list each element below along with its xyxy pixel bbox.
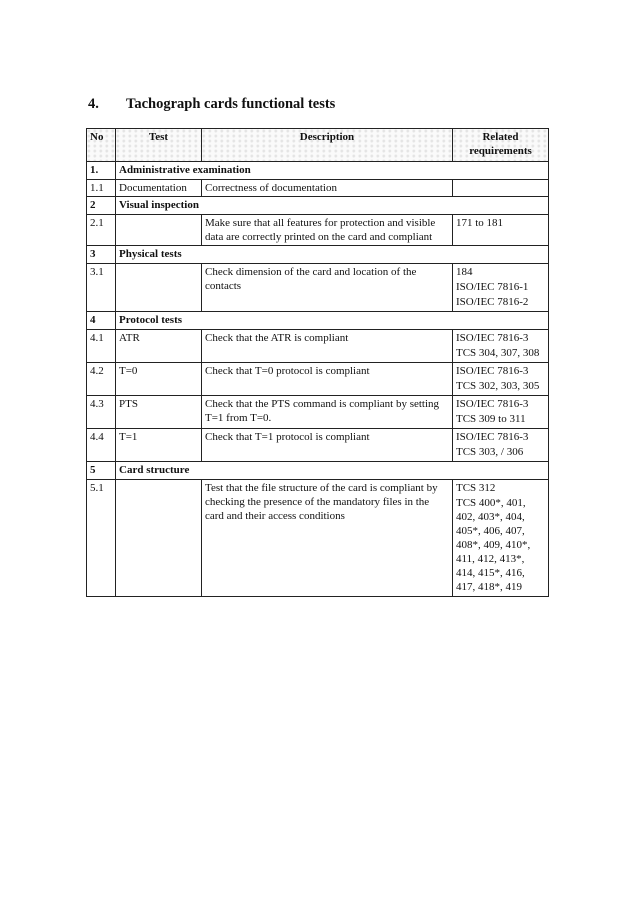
section-number: 3 — [87, 246, 116, 264]
header-no: No — [87, 129, 116, 162]
section-row — [87, 246, 549, 264]
table-row — [87, 215, 549, 246]
cell-requirements — [453, 396, 549, 429]
table-row — [87, 363, 549, 396]
section-title: Physical tests — [116, 246, 549, 264]
cell-requirements — [453, 180, 549, 197]
table-row — [87, 429, 549, 462]
requirement-line: ISO/IEC 7816-2 — [456, 296, 529, 308]
cell-requirements — [453, 330, 549, 363]
section-row — [87, 162, 549, 180]
cell-test: ATR — [116, 330, 202, 363]
section-number: 1. — [87, 162, 116, 180]
table-header-row — [87, 129, 549, 162]
table-row — [87, 330, 549, 363]
header-requirements: Related requirements — [453, 129, 549, 162]
cell-requirements — [453, 429, 549, 462]
cell-description: Make sure that all features for protection and visible data are correctly printed on the card and compliant — [202, 215, 453, 246]
section-number: 5 — [87, 462, 116, 480]
section-heading — [88, 96, 335, 113]
cell-requirements — [453, 363, 549, 396]
cell-description: Check that T=0 protocol is compliant — [202, 363, 453, 396]
cell-no: 2.1 — [87, 215, 116, 246]
section-row — [87, 462, 549, 480]
requirement-line: 171 to 181 — [456, 217, 504, 229]
table-body — [87, 162, 549, 597]
requirement-line: TCS 312 — [456, 482, 496, 494]
cell-no: 1.1 — [87, 180, 116, 197]
cell-no: 4.4 — [87, 429, 116, 462]
section-number: 4 — [87, 312, 116, 330]
section-row — [87, 312, 549, 330]
cell-description: Check dimension of the card and location of the contacts — [202, 264, 453, 312]
cell-no: 3.1 — [87, 264, 116, 312]
cell-description: Check that the PTS command is compliant by setting T=1 from T=0. — [202, 396, 453, 429]
requirement-line: TCS 304, 307, 308 — [456, 347, 540, 359]
cell-description: Correctness of documentation — [202, 180, 453, 197]
table-row — [87, 396, 549, 429]
cell-test — [116, 264, 202, 312]
cell-test: Documentation — [116, 180, 202, 197]
requirement-line: TCS 303, / 306 — [456, 446, 524, 458]
cell-description: Check that T=1 protocol is compliant — [202, 429, 453, 462]
cell-description: Test that the file structure of the card is compliant by checking the presence of the mandatory files in the card and their access conditions — [202, 480, 453, 597]
cell-test — [116, 215, 202, 246]
section-row — [87, 197, 549, 215]
cell-no: 5.1 — [87, 480, 116, 597]
cell-no: 4.2 — [87, 363, 116, 396]
requirement-line: TCS 309 to 311 — [456, 413, 526, 425]
requirement-line: ISO/IEC 7816-1 — [456, 281, 529, 293]
cell-test — [116, 480, 202, 597]
requirement-line: ISO/IEC 7816-3 — [456, 398, 529, 410]
cell-no: 4.1 — [87, 330, 116, 363]
cell-test: T=1 — [116, 429, 202, 462]
cell-test: PTS — [116, 396, 202, 429]
section-title: Administrative examination — [116, 162, 549, 180]
table-row — [87, 180, 549, 197]
header-test: Test — [116, 129, 202, 162]
requirement-line: ISO/IEC 7816-3 — [456, 431, 529, 443]
requirement-line: 184 — [456, 266, 473, 278]
cell-no: 4.3 — [87, 396, 116, 429]
section-title: Tachograph cards functional tests — [126, 96, 336, 112]
section-title: Visual inspection — [116, 197, 549, 215]
section-number: 4. — [88, 96, 99, 112]
functional-tests-table — [86, 128, 549, 597]
header-description: Description — [202, 129, 453, 162]
requirement-line: TCS 400*, 401, 402, 403*, 404, 405*, 406, 407, 408*, 409, 410*, 411, 412, 413*, 414, 415*, 416, 417, 418*, 419 — [456, 497, 531, 593]
cell-requirements — [453, 215, 549, 246]
table-row — [87, 264, 549, 312]
requirement-line: ISO/IEC 7816-3 — [456, 332, 529, 344]
table-row — [87, 480, 549, 597]
section-number: 2 — [87, 197, 116, 215]
cell-requirements — [453, 264, 549, 312]
section-title: Card structure — [116, 462, 549, 480]
section-title: Protocol tests — [116, 312, 549, 330]
requirement-line: ISO/IEC 7816-3 — [456, 365, 529, 377]
cell-requirements — [453, 480, 549, 597]
requirement-line: TCS 302, 303, 305 — [456, 380, 540, 392]
cell-test: T=0 — [116, 363, 202, 396]
cell-description: Check that the ATR is compliant — [202, 330, 453, 363]
